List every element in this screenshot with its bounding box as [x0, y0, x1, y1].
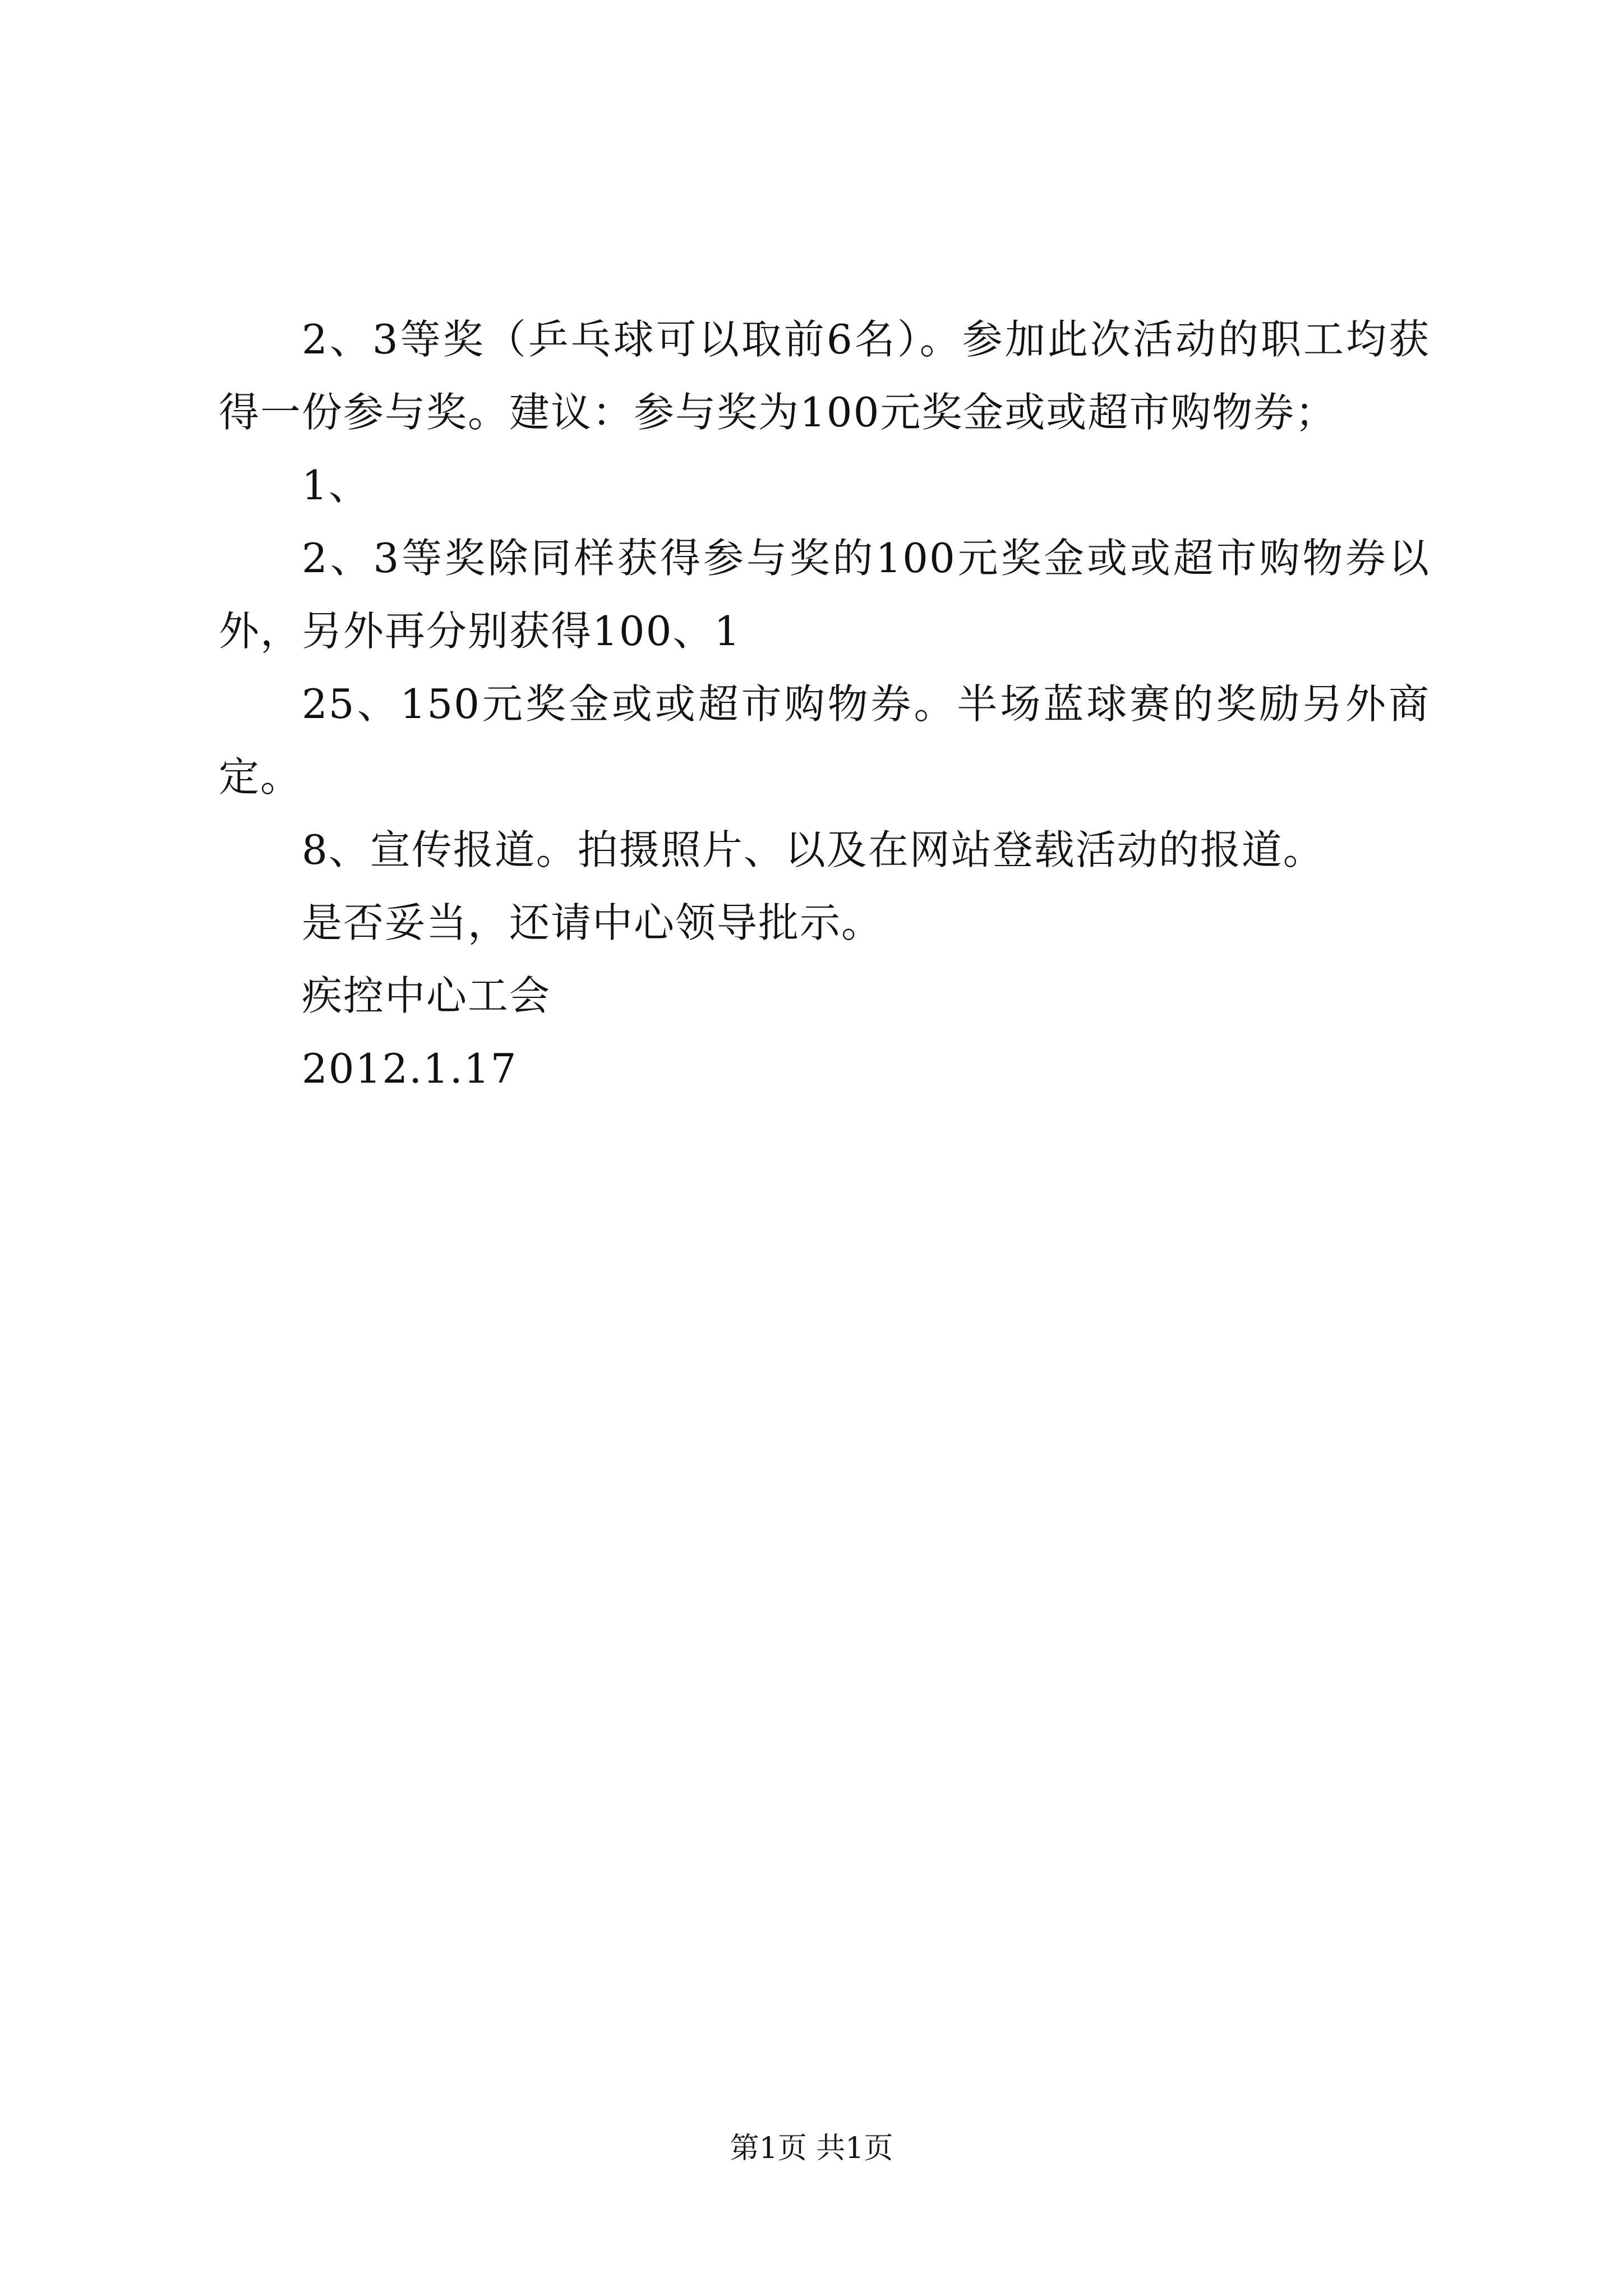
signature-date: 2012.1.17 — [302, 1045, 518, 1092]
page-number-footer: 第1页 共1页 — [730, 2132, 893, 2165]
paragraph-approval-request: 是否妥当，还请中心领导批示。 — [302, 899, 883, 946]
document-body — [219, 303, 1430, 1105]
paragraph-publicity: 8、宣传报道。拍摄照片、以及在网站登载活动的报道。 — [302, 826, 1325, 873]
paragraph-prize-ranks: 2、3等奖（乒乓球可以取前6名）。参加此次活动的职工均获得一份参与奖。建议：参与奖为100元奖金或或超市购物券； — [219, 316, 1430, 436]
paragraph-item-1: 1、 — [302, 462, 370, 509]
paragraph-extra-prizes: 2、3等奖除同样获得参与奖的100元奖金或或超市购物券以外，另外再分别获得100、1 — [219, 535, 1430, 655]
paragraph-prize-amounts: 25、150元奖金或或超市购物券。半场蓝球赛的奖励另外商定。 — [219, 680, 1430, 800]
signature-organization: 疾控中心工会 — [302, 972, 551, 1019]
